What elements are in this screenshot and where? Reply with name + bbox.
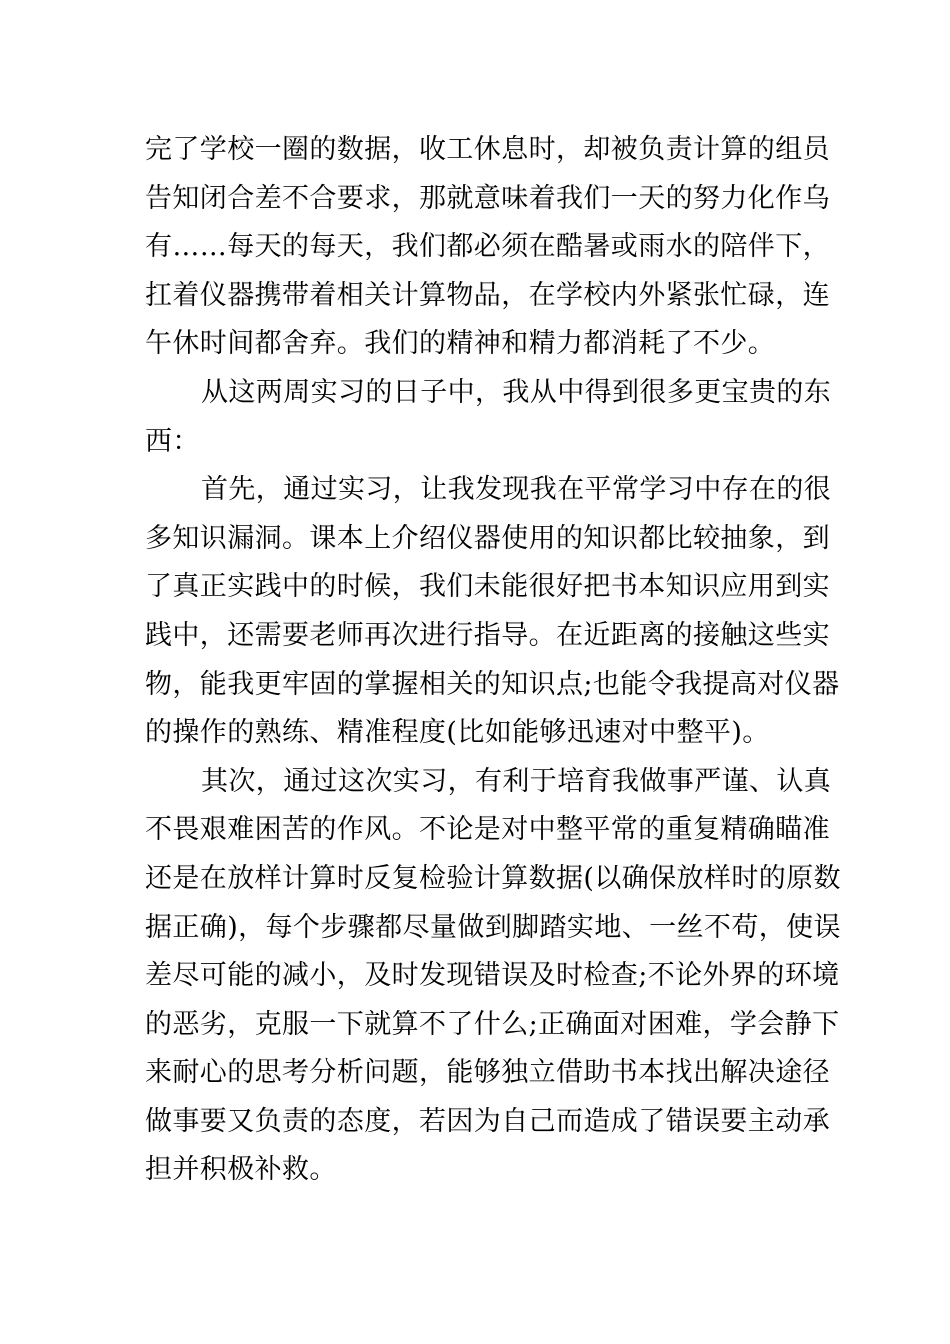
text-line: 完了学校一圈的数据，收工休息时，却被负责计算的组员 bbox=[145, 134, 830, 165]
text-line: 不畏艰难困苦的作风。不论是对中整平常的重复精确瞄准 bbox=[145, 814, 830, 846]
text-line: 多知识漏洞。课本上介绍仪器使用的知识都比较抽象，到 bbox=[145, 522, 830, 554]
text-line: 有……每天的每天，我们都必须在酷暑或雨水的陪伴下， bbox=[145, 231, 830, 263]
text-line: 来耐心的思考分析问题，能够独立借助书本找出解决途径 bbox=[145, 1057, 830, 1089]
text-line: 午休时间都舍弃。我们的精神和精力都消耗了不少。 bbox=[145, 328, 776, 360]
text-line: 做事要又负责的态度，若因为自己而造成了错误要主动承 bbox=[145, 1105, 830, 1137]
paragraph-first-line: 首先，通过实习，让我发现我在平常学习中存在的很 bbox=[201, 474, 832, 506]
text-line: 告知闭合差不合要求，那就意味着我们一天的努力化作乌 bbox=[145, 182, 830, 214]
text-line: 践中，还需要老师再次进行指导。在近距离的接触这些实 bbox=[145, 619, 830, 651]
text-line: 的操作的熟练、精准程度(比如能够迅速对中整平)。 bbox=[145, 717, 770, 749]
text-line: 西： bbox=[145, 425, 200, 457]
paragraph-first-line: 从这两周实习的日子中，我从中得到很多更宝贵的东 bbox=[201, 376, 832, 408]
paragraph-first-line: 其次，通过这次实习，有利于培育我做事严谨、认真 bbox=[201, 765, 832, 797]
text-line: 还是在放样计算时反复检验计算数据(以确保放样时的原数 bbox=[145, 862, 841, 894]
text-line: 担并积极补救。 bbox=[145, 1154, 337, 1186]
body-text bbox=[145, 126, 841, 1195]
text-line: 据正确)，每个步骤都尽量做到脚踏实地、一丝不苟，使误 bbox=[145, 911, 841, 943]
text-line: 扛着仪器携带着相关计算物品，在学校内外紧张忙碌，连 bbox=[145, 279, 830, 311]
text-line: 的恶劣，克服一下就算不了什么;正确面对困难，学会静下 bbox=[145, 1008, 840, 1040]
text-line: 物，能我更牢固的掌握相关的知识点;也能令我提高对仪器 bbox=[145, 668, 840, 700]
text-line: 了真正实践中的时候，我们未能很好把书本知识应用到实 bbox=[145, 571, 830, 603]
text-line: 差尽可能的减小，及时发现错误及时检查;不论外界的环境 bbox=[145, 960, 840, 992]
